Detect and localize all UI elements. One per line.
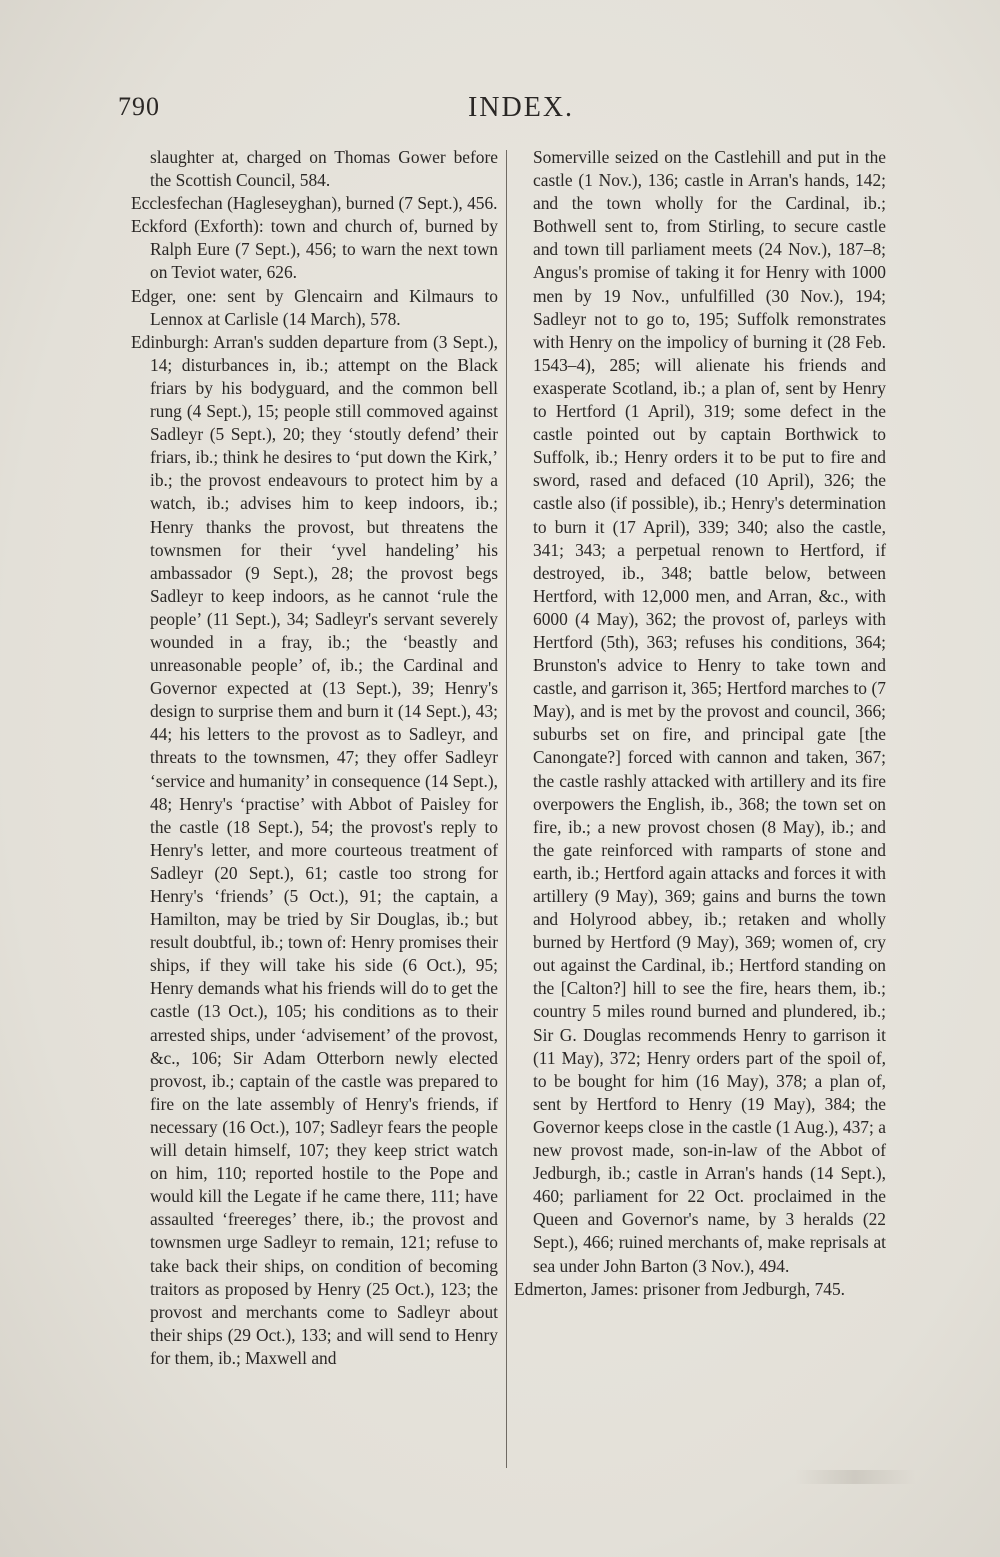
left-column [131, 146, 498, 1370]
index-entry-eckford: Eckford (Exforth): town and church of, burned by Ralph Eure (7 Sept.), 456; to warn the next town on Teviot water, 626. [131, 216, 498, 283]
index-entry-ecclesfechan: Ecclesfechan (Hagleseyghan), burned (7 Sept.), 456. [131, 193, 498, 214]
index-entry-edinburgh-continued: Somerville seized on the Castlehill and put in the castle (1 Nov.), 136; castle in Arran's hands, 142; and the town wholly for the Cardinal, ib.; Bothwell sent to, from Stirling, to secure castle and town till parliament meets (24 Nov.), 187–8; Angus's promise of taking it for Henry with 1000 men by 19 Nov., unfulfilled (30 Nov.), 194; Sadleyr not to go to, 195; Suffolk remonstrates with Henry on the impolicy of burning it (28 Feb. 1543–4), 285; will alienate his friends and exasperate Scotland, ib.; a plan of, sent by Henry to Hertford (1 April), 319; some defect in the castle pointed out by captain Borthwick to Suffolk, ib.; Henry orders it to be put to fire and sword, rased and defaced (10 April), 326; the castle also (if possible), ib.; Henry's determination to burn it (17 April), 339; 340; also the castle, 341; 343; a perpetual renown to Hertford, if destroyed, ib., 348; battle below, between Hertford, with 12,000 men, and Arran, &c., with 6000 (4 May), 362; the provost of, parleys with Hertford (5th), 363; refuses his conditions, 364; Brunston's advice to Henry to take town and castle, and garrison it, 365; Hertford marches to (7 May), and is met by the provost and council, 366; suburbs set on fire, and principal gate [the Canongate?] forced with cannon and taken, 367; the castle rashly attacked with artillery and its fire overpowers the English, ib., 368; the town set on fire, ib.; a new provost chosen (8 May), ib.; and the gate reinforced with ramparts of stone and earth, ib.; Hertford again attacks and forces it with artillery (9 May), 369; gains and burns the town and Holyrood abbey, ib.; retaken and wholly burned by Hertford (9 May), 369; women of, cry out against the Cardinal, ib.; Hertford standing on the [Calton?] hill to see the fire, hears them, ib.; country 5 miles round burned and plundered, ib.; Sir G. Douglas recommends Henry to garrison it (11 May), 372; Henry orders part of the spoil of, to be bought for him (16 May), 378; a plan of, sent by Hertford to Henry (19 May), 384; the Governor keeps close in the castle (1 Aug.), 437; a new provost made, son-in-law of the Abbot of Jedburgh, ib.; castle in Arran's hands (14 Sept.), 460; parliament for 22 Oct. proclaimed in the Queen and Governor's name, by 3 heralds (22 Sept.), 466; ruined merchants of, make reprisals at sea under John Barton (3 Nov.), 494. [533, 147, 886, 1276]
column-divider [506, 150, 507, 1468]
page-number: 790 [118, 92, 160, 121]
index-entry-continuation: slaughter at, charged on Thomas Gower before the Scottish Council, 584. [150, 147, 498, 191]
index-entry-edinburgh: Edinburgh: Arran's sudden departure from (3 Sept.), 14; disturbances in, ib.; attempt on the Black friars by his bodyguard, and the common bell rung (4 Sept.), 15; people still commoved against Sadleyr (5 Sept.), 20; they ‘stoutly defend’ their friars, ib.; think he desires to ‘put down the Kirk,’ ib.; the provost endeavours to protect him by a watch, ib.; advises him to keep indoors, ib.; Henry thanks the provost, but threatens the townsmen for their ‘yvel handeling’ his ambassador (9 Sept.), 28; the provost begs Sadleyr to keep indoors, as he cannot ‘rule the people’ (11 Sept.), 34; Sadleyr's servant severely wounded in a fray, ib.; the ‘beastly and unreasonable people’ of, ib.; the Cardinal and Governor expected at (13 Sept.), 39; Henry's design to surprise them and burn it (14 Sept.), 43; 44; his letters to the provost as to Sadleyr, and threats to the townsmen, 47; they offer Sadleyr ‘service and humanity’ in consequence (14 Sept.), 48; Henry's ‘practise’ with Abbot of Paisley for the castle (18 Sept.), 54; the provost's reply to Henry's letter, and more courteous treatment of Sadleyr (20 Sept.), 61; castle too strong for Henry's ‘friends’ (5 Oct.), 91; the captain, a Hamilton, may be tried by Sir Douglas, ib.; but result doubtful, ib.; town of: Henry promises their ships, if they will take his side (6 Oct.), 95; Henry demands what his friends will do to get the castle (13 Oct.), 105; his conditions as to their arrested ships, under ‘advisement’ of the provost, &c., 106; Sir Adam Otterborn newly elected provost, ib.; captain of the castle was prepared to fire on the late assembly of Henry's friends, if necessary (16 Oct.), 107; Sadleyr fears the people will detain himself, 107; they keep strict watch on him, 110; reported hostile to the Pope and would kill the Legate if he came there, 111; have assaulted ‘freereges’ there, ib.; the provost and townsmen urge Sadleyr to remain, 121; refuse to take back their ships, on condition of becoming traitors as proposed by Henry (25 Oct.), 123; the provost and merchants come to Sadleyr about their ships (29 Oct.), 133; and will send to Henry for them, ib.; Maxwell and [131, 331, 498, 1368]
page-header [118, 92, 904, 132]
right-column [514, 146, 886, 1301]
running-head: INDEX. [467, 92, 575, 123]
index-entry-edger: Edger, one: sent by Glencairn and Kilmaurs to Lennox at Carlisle (14 March), 578. [131, 285, 498, 329]
bleed-through-smudge [795, 1470, 915, 1484]
index-entry-edmerton: Edmerton, James: prisoner from Jedburgh, 745. [514, 1278, 846, 1299]
